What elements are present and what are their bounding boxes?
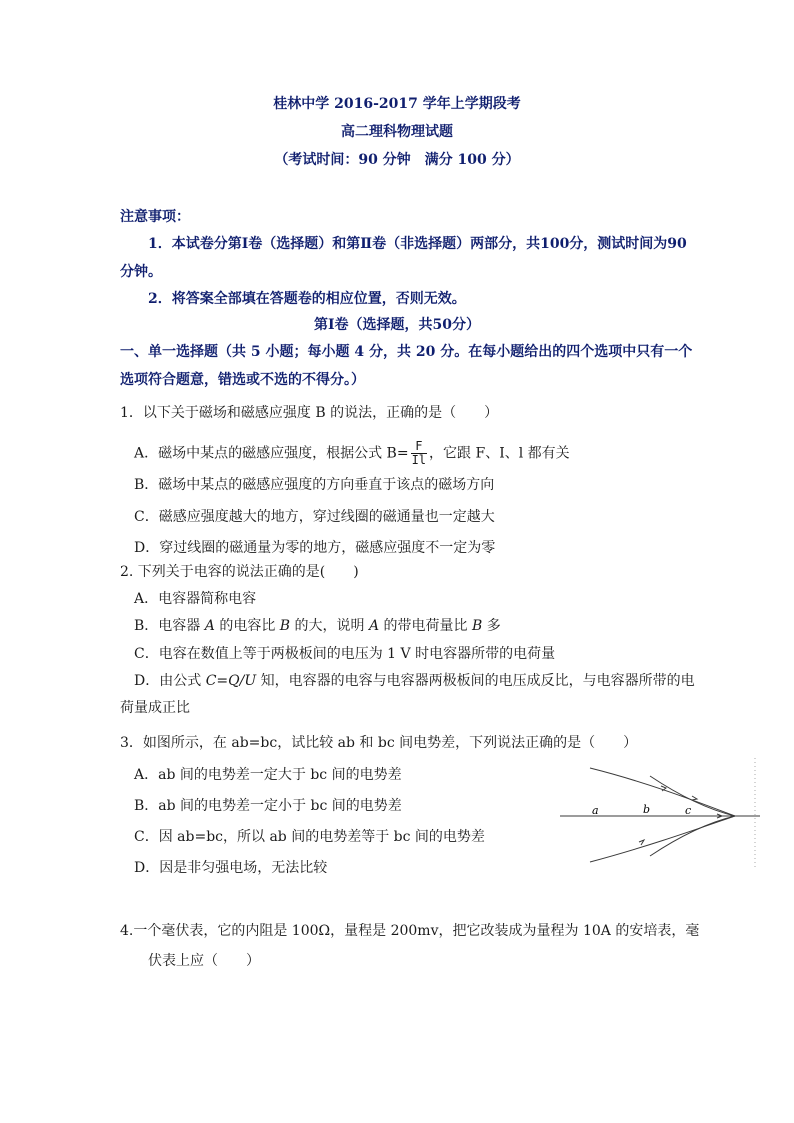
q1-option-a bbox=[134, 440, 570, 467]
q2-b-text: 的带电荷量比 bbox=[379, 618, 473, 634]
arrow-head bbox=[692, 796, 697, 800]
q2-option-a: A．电容器简称电容 bbox=[134, 591, 257, 607]
fraction-denominator: Il bbox=[411, 453, 427, 467]
notice-item-1-cont: 分钟。 bbox=[120, 264, 162, 280]
q3-option-c: C．因 ab=bc，所以 ab 间的电势差等于 bc 间的电势差 bbox=[134, 829, 485, 845]
q4-stem-cont: 伏表上应（ ） bbox=[148, 953, 260, 969]
q1-option-c: C．磁感应强度越大的地方，穿过线圈的磁通量也一定越大 bbox=[134, 509, 495, 525]
q2-b-text: 的电容比 bbox=[214, 618, 280, 634]
q1-option-a-text: A．磁场中某点的磁感应强度，根据公式 B= bbox=[134, 445, 409, 462]
q2-d-text: D．由公式 bbox=[134, 673, 206, 689]
q2-b-var: A bbox=[368, 618, 380, 634]
q2-b-var: B bbox=[472, 618, 483, 634]
q2-option-d-cont: 荷量成正比 bbox=[120, 700, 190, 716]
section-instruction: 一、单一选择题（共 5 小题；每小题 4 分，共 20 分。在每小题给出的四个选项中只有一个 bbox=[120, 344, 693, 360]
fraction-numerator: F bbox=[411, 440, 427, 454]
point-label-a: a bbox=[592, 804, 599, 817]
q2-option-c: C．电容在数值上等于两极板间的电压为 1 V 时电容器所带的电荷量 bbox=[134, 646, 556, 662]
q2-stem: 2. 下列关于电容的说法正确的是( ) bbox=[120, 564, 359, 580]
notice-item-2: 2．将答案全部填在答题卷的相应位置，否则无效。 bbox=[148, 291, 466, 307]
q2-b-text: 的大，说明 bbox=[290, 618, 369, 634]
q2-b-var: A bbox=[204, 618, 215, 634]
q2-b-text: 多 bbox=[482, 618, 501, 634]
q3-option-b: B．ab 间的电势差一定小于 bc 间的电势差 bbox=[134, 798, 402, 814]
point-label-b: b bbox=[643, 803, 651, 816]
point-label-c: c bbox=[685, 804, 692, 817]
q2-b-var: B bbox=[279, 618, 291, 634]
q2-d-formula: C=Q/U bbox=[205, 673, 257, 689]
school-title: 桂林中学 2016-2017 学年上学期段考 bbox=[273, 96, 521, 112]
field-line-bottom-inner bbox=[650, 816, 735, 856]
q1-option-b: B．磁场中某点的磁感应强度的方向垂直于该点的磁场方向 bbox=[134, 477, 495, 493]
section-instruction-cont: 选项符合题意，错选或不选的不得分。） bbox=[120, 372, 365, 388]
part1-title: 第Ⅰ卷（选择题，共50分） bbox=[313, 317, 481, 333]
q2-option-d bbox=[134, 672, 695, 690]
exam-info: （考试时间：90 分钟 满分 100 分） bbox=[274, 152, 520, 168]
q3-option-d: D．因是非匀强电场，无法比较 bbox=[134, 860, 328, 876]
q1-option-a-text-end: ，它跟 F、I、l 都有关 bbox=[429, 445, 570, 462]
q3-stem: 3．如图所示，在 ab=bc，试比较 ab 和 bc 间电势差，下列说法正确的是（ ） bbox=[120, 735, 638, 751]
q1-stem: 1．以下关于磁场和磁感应强度 B 的说法，正确的是（ ） bbox=[120, 405, 499, 421]
arrow-head bbox=[639, 840, 644, 845]
q2-d-text: 知，电容器的电容与电容器两极板间的电压成反比，与电容器所带的电 bbox=[256, 673, 695, 689]
q3-option-a: A．ab 间的电势差一定大于 bc 间的电势差 bbox=[134, 767, 402, 783]
formula-fraction bbox=[411, 440, 427, 467]
q1-option-d: D．穿过线圈的磁通量为零的地方，磁感应强度不一定为零 bbox=[134, 540, 496, 556]
notice-item-1: 1．本试卷分第Ⅰ卷（选择题）和第Ⅱ卷（非选择题）两部分，共100分，测试时间为90 bbox=[148, 236, 687, 252]
notice-heading: 注意事项： bbox=[120, 209, 190, 225]
q4-stem: 4.一个毫伏表，它的内阻是 100Ω，量程是 200mv，把它改装成为量程为 10A 的安培表，毫 bbox=[120, 923, 700, 939]
q2-b-text: B．电容器 bbox=[134, 618, 205, 634]
electric-field-diagram bbox=[555, 758, 765, 870]
q2-option-b bbox=[134, 617, 501, 635]
exam-title: 高二理科物理试题 bbox=[341, 124, 453, 140]
